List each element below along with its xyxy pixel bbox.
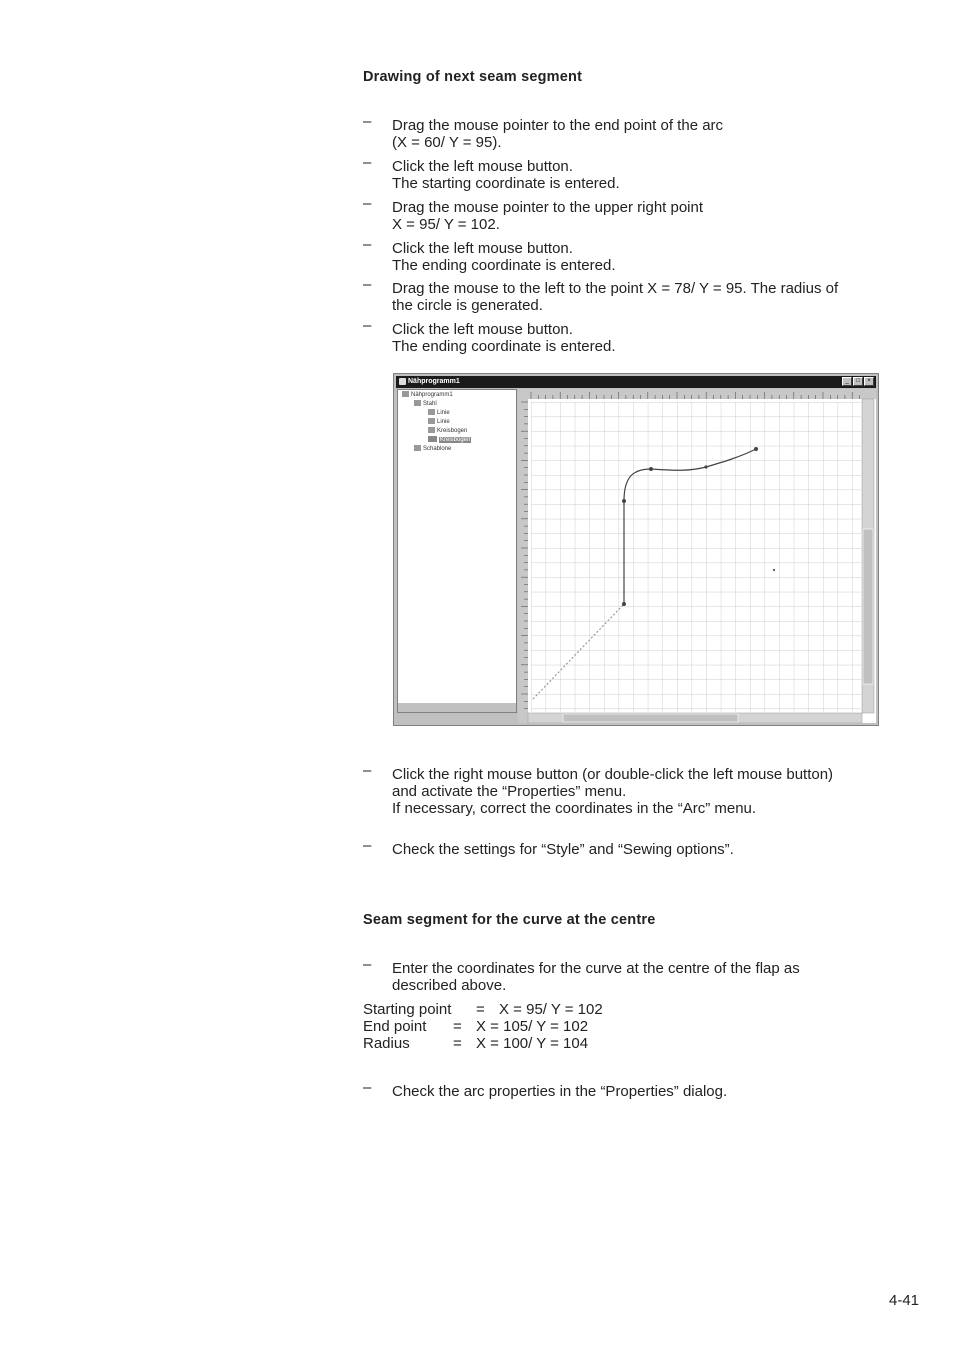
- list-item-line: Drag the mouse to the left to the point X = 78/ Y = 95. The radius of: [392, 280, 839, 297]
- coordinates-table: [363, 1001, 603, 1052]
- template-icon: [414, 445, 421, 451]
- arc-icon: [428, 436, 437, 442]
- coordinate-row: [363, 1018, 603, 1035]
- list-item-line: Click the right mouse button (or double-click the left mouse button): [392, 766, 834, 783]
- arc-icon: [428, 427, 435, 433]
- list-item-line: and activate the “Properties” menu.: [392, 783, 627, 800]
- list-dash: –: [363, 837, 372, 854]
- list-dash: –: [363, 1079, 372, 1096]
- tree-panel: [397, 389, 517, 713]
- coordinate-label: End point: [363, 1018, 427, 1035]
- list-item: [363, 1079, 923, 1100]
- list-item-line: described above.: [392, 977, 507, 994]
- list-item-line: X = 95/ Y = 102.: [392, 216, 500, 233]
- horizontal-ruler: [518, 389, 876, 399]
- list-item-line: Check the arc properties in the “Properties” dialog.: [392, 1083, 728, 1100]
- list-item-line: Click the left mouse button.: [392, 158, 573, 175]
- screenshot-window: [393, 373, 879, 726]
- list-item-line: The ending coordinate is entered.: [392, 257, 616, 274]
- seam-point[interactable]: [649, 467, 653, 471]
- maximize-icon[interactable]: □: [853, 377, 863, 386]
- tree-horizontal-scrollbar[interactable]: [398, 702, 516, 712]
- list-item: [363, 236, 923, 274]
- tree-item-label: Kreisbogen: [440, 437, 471, 443]
- cursor-point: [773, 569, 775, 571]
- tree-item[interactable]: [414, 400, 437, 408]
- horizontal-scrollbar-thumb[interactable]: [563, 714, 738, 722]
- coordinate-equals: =: [453, 1035, 462, 1052]
- canvas-grid: [531, 402, 861, 712]
- list-dash: –: [363, 195, 372, 212]
- coordinate-value: X = 95/ Y = 102: [499, 1001, 603, 1018]
- app-icon: [399, 378, 406, 385]
- list-item-line: Click the left mouse button.: [392, 321, 573, 338]
- tree-item[interactable]: [428, 427, 467, 435]
- list-item-line: If necessary, correct the coordinates in the “Arc” menu.: [392, 800, 757, 817]
- list-item-line: The ending coordinate is entered.: [392, 338, 616, 355]
- tree-item-label: Linie: [437, 410, 450, 416]
- seam-point[interactable]: [622, 602, 626, 606]
- list-item-line: (X = 60/ Y = 95).: [392, 134, 502, 151]
- list-item: [363, 276, 923, 314]
- list-item: [363, 113, 923, 151]
- list-dash: –: [363, 956, 372, 973]
- vertical-ruler: [518, 389, 528, 723]
- section-heading-next-seam: Drawing of next seam segment: [363, 69, 583, 85]
- tree-item-label: Nähprogramm1: [411, 392, 453, 398]
- tree-item[interactable]: [428, 418, 450, 426]
- list-item: [363, 956, 923, 994]
- page-number: 4-41: [889, 1292, 920, 1309]
- coordinate-equals: =: [453, 1018, 462, 1035]
- line-icon: [428, 409, 435, 415]
- coordinate-label: Starting point: [363, 1001, 452, 1018]
- coordinate-value: X = 105/ Y = 102: [476, 1018, 589, 1035]
- seam-point[interactable]: [704, 465, 707, 468]
- list-dash: –: [363, 317, 372, 334]
- list-item-line: Drag the mouse pointer to the upper right point: [392, 199, 704, 216]
- coordinate-label: Radius: [363, 1035, 410, 1052]
- list-dash: –: [363, 113, 372, 130]
- list-dash: –: [363, 276, 372, 293]
- tree-item-label: Schablone: [423, 446, 452, 452]
- close-icon[interactable]: ×: [864, 377, 874, 386]
- list-dash: –: [363, 762, 372, 779]
- tree-item[interactable]: [414, 445, 451, 453]
- coordinate-equals: =: [476, 1001, 485, 1018]
- tree-item[interactable]: [428, 409, 450, 417]
- list-item: [363, 195, 923, 233]
- tree-item-label: Linie: [437, 419, 450, 425]
- list-item-line: Check the settings for “Style” and “Sewing options”.: [392, 841, 734, 858]
- seam-point[interactable]: [754, 447, 758, 451]
- list-item-line: The starting coordinate is entered.: [392, 175, 620, 192]
- list-item-line: Click the left mouse button.: [392, 240, 573, 257]
- section-heading-curve-centre: Seam segment for the curve at the centre: [363, 912, 656, 928]
- list-dash: –: [363, 154, 372, 171]
- minimize-icon[interactable]: _: [842, 377, 852, 386]
- list-dash: –: [363, 236, 372, 253]
- seam-point[interactable]: [622, 499, 626, 503]
- drawing-canvas[interactable]: [518, 389, 876, 723]
- vertical-scrollbar-thumb[interactable]: [863, 529, 873, 684]
- list-item: [363, 762, 923, 817]
- list-item: [363, 317, 923, 355]
- coordinate-value: X = 100/ Y = 104: [476, 1035, 589, 1052]
- list-item-line: the circle is generated.: [392, 297, 543, 314]
- coordinate-row: [363, 1035, 603, 1052]
- coordinate-row: [363, 1001, 603, 1018]
- folder-icon: [402, 391, 409, 397]
- tree-item-selected[interactable]: [428, 436, 471, 444]
- window-title: Nähprogramm1: [408, 378, 460, 385]
- list-item-line: Enter the coordinates for the curve at the centre of the flap as: [392, 960, 800, 977]
- list-item: [363, 837, 923, 858]
- list-item: [363, 154, 923, 192]
- list-item-line: Drag the mouse pointer to the end point of the arc: [392, 117, 724, 134]
- tree-item-label: Kreisbogen: [437, 428, 468, 434]
- tree-item-label: Stahl: [423, 401, 437, 407]
- line-icon: [428, 418, 435, 424]
- tree-item-root[interactable]: [402, 391, 453, 399]
- folder-icon: [414, 400, 421, 406]
- window-titlebar: [396, 376, 876, 388]
